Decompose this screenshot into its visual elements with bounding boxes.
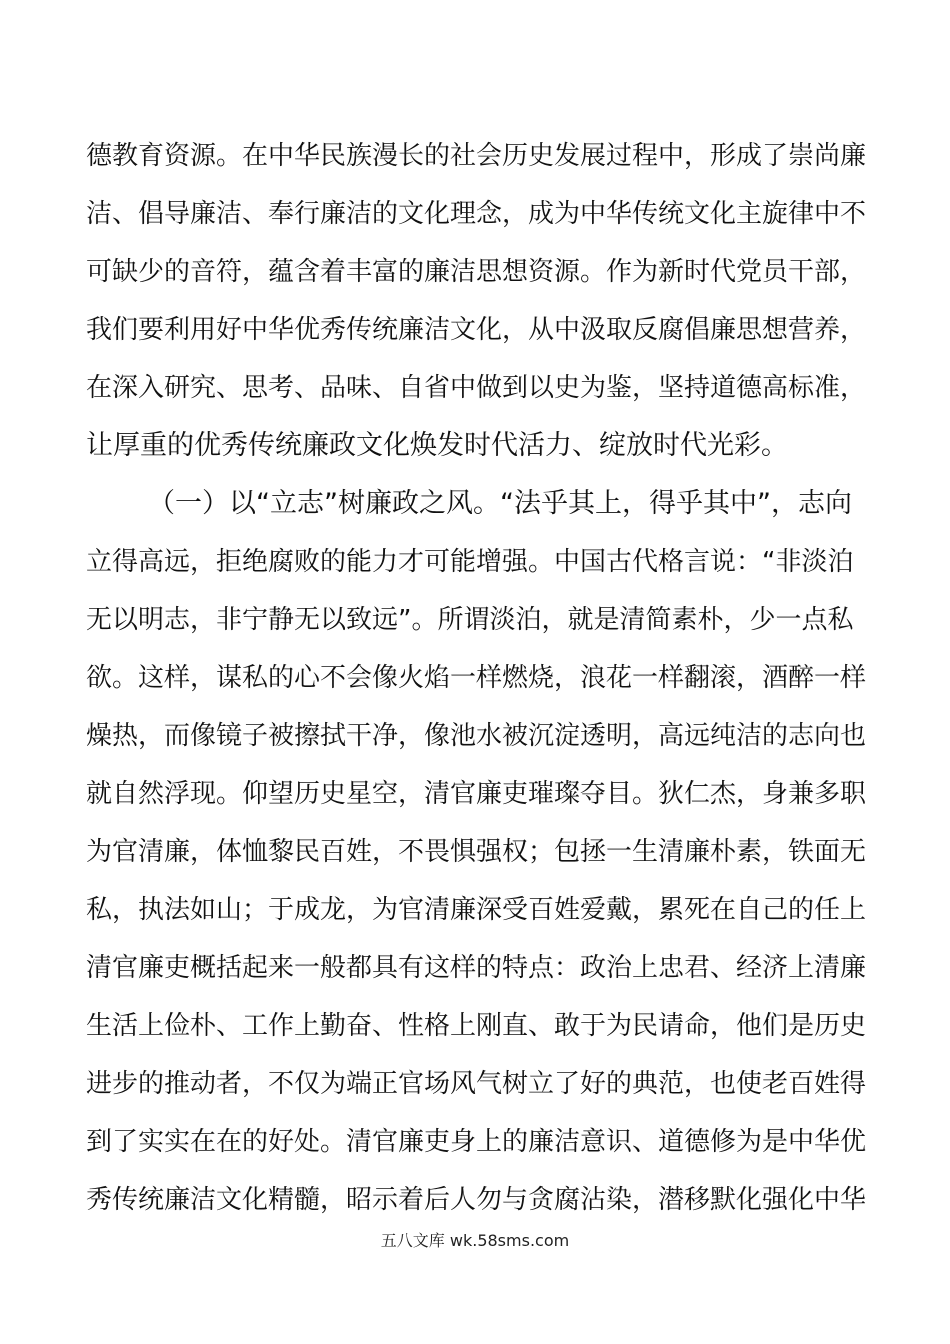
text-line: 洁、倡导廉洁、奉行廉洁的文化理念，成为中华传统文化主旋律中不 [86, 199, 867, 229]
text-line: 进步的推动者，不仅为端正官场风气树立了好的典范，也使老百姓得 [86, 1069, 867, 1099]
text-line: 让厚重的优秀传统廉政文化焕发时代活力、绽放时代光彩。 [86, 430, 788, 461]
text-line: 秀传统廉洁文化精髓，昭示着后人勿与贪腐沾染，潜移默化强化中华 [86, 1185, 867, 1215]
text-line: 在深入研究、思考、品味、自省中做到以史为鉴，坚持道德高标准， [86, 373, 867, 403]
text-line: 为官清廉，体恤黎民百姓，不畏惧强权；包拯一生清廉朴素，铁面无 [86, 837, 867, 867]
text-line: 清官廉吏概括起来一般都具有这样的特点：政治上忠君、经济上清廉 [86, 953, 867, 983]
text-line: 就自然浮现。仰望历史星空，清官廉吏璀璨夺目。狄仁杰，身兼多职 [86, 779, 867, 809]
text-line: 欲。这样，谋私的心不会像火焰一样燃烧，浪花一样翻滚，酒醉一样 [86, 663, 867, 693]
text-line: 立得高远，拒绝腐败的能力才可能增强。中国古代格言说：“非淡泊 [86, 547, 854, 577]
text-line: 德教育资源。在中华民族漫长的社会历史发展过程中，形成了崇尚廉 [86, 141, 867, 171]
text-line: （一）以“立志”树廉政之风。“法乎其上，得乎其中”，志向 [148, 488, 852, 519]
footer-watermark: 五八文库 wk.58sms.com [380, 1231, 570, 1250]
text-line: 生活上俭朴、工作上勤奋、性格上刚直、敢于为民请命，他们是历史 [86, 1011, 867, 1041]
text-line: 到了实实在在的好处。清官廉吏身上的廉洁意识、道德修为是中华优 [86, 1127, 867, 1157]
text-line: 无以明志，非宁静无以致远”。所谓淡泊，就是清简素朴，少一点私 [86, 605, 854, 635]
text-line: 我们要利用好中华优秀传统廉洁文化，从中汲取反腐倡廉思想营养， [86, 315, 867, 345]
text-line: 可缺少的音符，蕴含着丰富的廉洁思想资源。作为新时代党员干部， [86, 257, 867, 287]
text-line: 燥热，而像镜子被擦拭干净，像池水被沉淀透明，高远纯洁的志向也 [86, 721, 867, 751]
text-line: 私，执法如山；于成龙，为官清廉深受百姓爱戴，累死在自己的任上 [86, 895, 867, 925]
